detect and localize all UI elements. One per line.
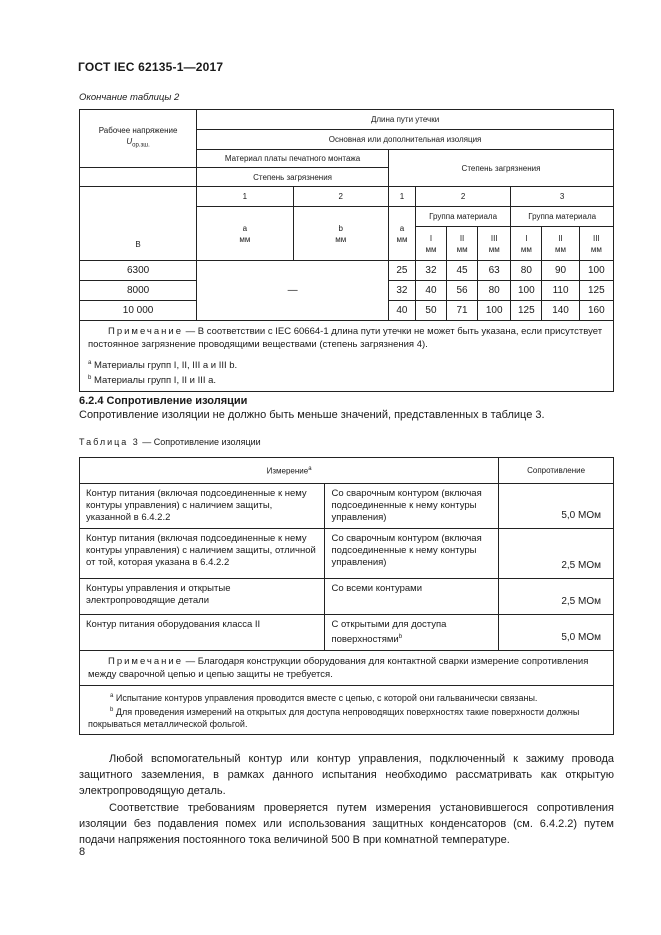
group-label: I	[525, 233, 528, 243]
measure-circuit: Контур питания (включая подсоединенные к нему контуры управления) с наличием защиты, отличной от той, которая указана в 6.4.2.2	[80, 529, 325, 579]
pcb-col-b-label: b	[338, 223, 343, 233]
table-cell: 63	[478, 261, 511, 281]
table-cell: 125	[511, 301, 542, 321]
insulation-header: Основная или дополнительная изоляция	[197, 130, 614, 150]
row-voltage: 6300	[80, 261, 197, 281]
table-cell: 45	[447, 261, 478, 281]
resistance-value: 5,0 МОм	[499, 615, 614, 651]
measure-against: Со сварочным контуром (включая подсоединенные к нему контуры управления)	[325, 529, 499, 579]
table-cell: 100	[511, 281, 542, 301]
p1-col-a	[388, 207, 415, 261]
group-col	[415, 227, 446, 261]
group-unit: мм	[520, 244, 532, 254]
group-label: II	[558, 233, 563, 243]
section-heading: 6.2.4 Сопротивление изоляции	[79, 395, 248, 407]
footnote-mark: a	[308, 466, 312, 473]
p1-col-a-label: a	[399, 223, 405, 233]
table-cell: 56	[447, 281, 478, 301]
note-label: Примечание	[108, 656, 183, 668]
group-col	[478, 227, 511, 261]
group-col	[542, 227, 579, 261]
pcb-pollution-1: 1	[197, 187, 293, 207]
body-paragraph-1: Любой вспомогательный контур или контур управления, подключенный к зажиму провода защитного заземления, в рамках данного испытания необходимо рассматривать как открытую электропроводящую деталь.	[79, 753, 614, 797]
measure-header	[80, 458, 499, 484]
measure-against: Со сварочным контуром (включая подсоединенные к нему контуры управления)	[325, 484, 499, 529]
table3-footnotes	[80, 686, 614, 735]
pcb-pollution-2: 2	[293, 187, 388, 207]
table-cell: 25	[388, 261, 415, 281]
measure-against	[325, 615, 499, 651]
group-unit: мм	[425, 244, 437, 254]
resistance-value: 2,5 МОм	[499, 529, 614, 579]
measure-circuit: Контур питания оборудования класса II	[80, 615, 325, 651]
group-label: III	[593, 233, 600, 243]
footnote-a: Испытание контуров управления проводится вместе с цепью, с которой они гальванически связаны.	[113, 693, 538, 704]
table-cell: 71	[447, 301, 478, 321]
pcb-dash: —	[197, 261, 389, 321]
pollution-2: 2	[415, 187, 510, 207]
note-text: — В соответствии с IEC 60664-1 длина пути утечки не может быть указана, если присутствует постоянное загрязнение проводящими веществами (степень загрязнения 4).	[88, 326, 603, 350]
table-cell: 125	[579, 281, 613, 301]
material-group-3: Группа материала	[511, 207, 614, 227]
table-cell: 110	[542, 281, 579, 301]
voltage-label: Рабочее напряжение	[98, 126, 178, 136]
material-group-2: Группа материала	[415, 207, 510, 227]
table-cell: 90	[542, 261, 579, 281]
group-label: III	[490, 233, 498, 243]
pcb-col-a-label: a	[242, 223, 248, 233]
footnote-mark: b	[88, 375, 92, 382]
pollution-1: 1	[388, 187, 415, 207]
group-unit: мм	[488, 244, 500, 254]
table-cell: 100	[579, 261, 613, 281]
pcb-col-b-unit: мм	[335, 234, 347, 244]
group-unit: мм	[456, 244, 468, 254]
footnote-b: Для проведения измерений на открытых для доступа непроводящих поверхностях такие поверхности должны покрываться металлической фольгой.	[88, 707, 580, 730]
voltage-subscript: ор.зш.	[132, 142, 150, 149]
pcb-col-b	[293, 207, 388, 261]
table2-caption: Окончание таблицы 2	[79, 92, 180, 103]
pcb-material-header: Материал платы печатного монтажа	[197, 150, 389, 168]
voltage-header-spacer	[80, 168, 197, 187]
body-paragraph-2: Соответствие требованиям проверяется путем измерения установившегося сопротивления изоляции без подавления помех или использования защитных конденсаторов (см. 6.4.2.2) путем подачи напряжения постоянного тока величиной 500 В при комнатной температуре.	[79, 802, 614, 846]
table-2	[79, 109, 614, 392]
voltage-symbol: U	[126, 137, 133, 147]
footnote-mark: b	[110, 707, 114, 714]
page-number: 8	[79, 846, 86, 858]
row-voltage: 10 000	[80, 301, 197, 321]
table3-note	[80, 651, 614, 686]
voltage-header	[80, 110, 197, 168]
table-cell: 100	[478, 301, 511, 321]
group-col	[511, 227, 542, 261]
resistance-value: 5,0 МОм	[499, 484, 614, 529]
table-cell: 32	[388, 281, 415, 301]
measure-circuit: Контур питания (включая подсоединенные к нему контуры управления) с наличием защиты, указанной в 6.4.2.2	[80, 484, 325, 529]
section-text: Сопротивление изоляции не должно быть меньше значений, представленных в таблице 3.	[79, 409, 545, 421]
footnote-b: Материалы групп I, II и III a.	[91, 375, 217, 387]
measure-against-text: С открытыми для доступа поверхностями	[331, 619, 447, 646]
pcb-col-a-unit: мм	[239, 234, 251, 244]
document-header: ГОСТ IEC 62135-1—2017	[78, 60, 224, 74]
table3-caption-text: — Сопротивление изоляции	[139, 437, 261, 447]
table-3	[79, 457, 614, 735]
group-col	[579, 227, 613, 261]
table-cell: 160	[579, 301, 613, 321]
footnote-mark: a	[110, 693, 114, 700]
table-cell: 50	[415, 301, 446, 321]
table2-note	[80, 321, 614, 392]
table-cell: 80	[511, 261, 542, 281]
pollution-header-right: Степень загрязнения	[388, 150, 613, 187]
row-voltage: 8000	[80, 281, 197, 301]
table-cell: 32	[415, 261, 446, 281]
measure-header-label: Измерение	[266, 466, 309, 476]
pcb-col-a	[197, 207, 293, 261]
group-unit: мм	[590, 244, 602, 254]
table-cell: 80	[478, 281, 511, 301]
note-text: — Благодаря конструкции оборудования для контактной сварки измерение сопротивления между сварочной цепью и цепью защиты не требуется.	[88, 656, 589, 681]
table3-caption	[79, 437, 261, 447]
unit-cell: В	[80, 187, 197, 261]
group-unit: мм	[555, 244, 567, 254]
table-cell: 40	[415, 281, 446, 301]
note-label: Примечание	[108, 326, 183, 337]
footnote-mark: b	[398, 634, 403, 640]
table3-caption-label: Таблица 3	[79, 437, 140, 447]
table-cell: 40	[388, 301, 415, 321]
table-cell: 140	[542, 301, 579, 321]
footnote-mark: a	[88, 360, 92, 366]
pollution-header-left: Степень загрязнения	[197, 168, 389, 187]
group-col	[447, 227, 478, 261]
group-label: I	[429, 233, 433, 243]
resistance-header: Сопротивление	[499, 458, 614, 484]
p1-col-a-unit: мм	[396, 234, 408, 244]
resistance-value: 2,5 МОм	[499, 579, 614, 615]
measure-against: Со всеми контурами	[325, 579, 499, 615]
footnote-a: Материалы групп I, II, III a и III b.	[91, 360, 238, 372]
pollution-3: 3	[511, 187, 614, 207]
measure-circuit: Контуры управления и открытые электропроводящие детали	[80, 579, 325, 615]
group-label: II	[459, 233, 465, 243]
creepage-header: Длина пути утечки	[197, 110, 614, 130]
